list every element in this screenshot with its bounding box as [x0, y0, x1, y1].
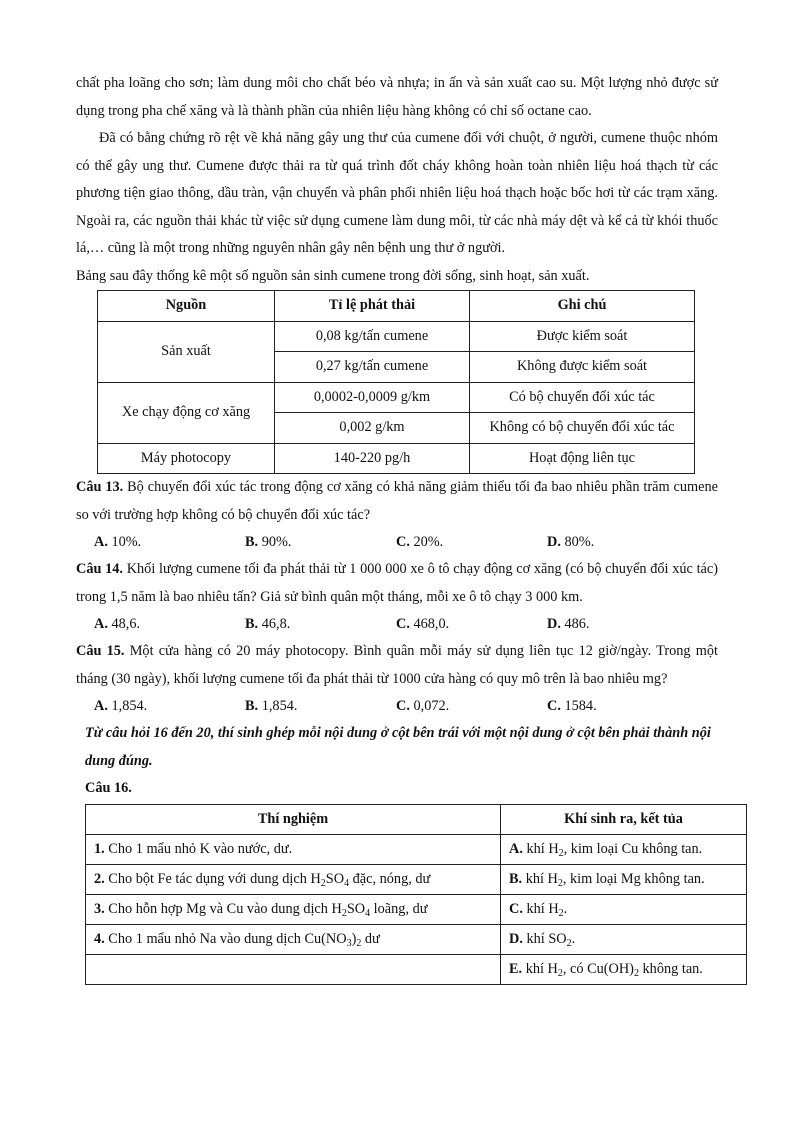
option-d[interactable]: D. 486.	[547, 616, 590, 632]
question-label: Câu 14.	[76, 561, 123, 577]
question-14-options	[76, 611, 718, 638]
question-14	[76, 556, 718, 611]
table-header: Nguồn	[98, 291, 275, 322]
option-a[interactable]: A. 48,6.	[94, 616, 141, 632]
experiment-1: 1. Cho 1 mẩu nhỏ K vào nước, dư.	[86, 835, 501, 865]
note-cell: Hoạt động liên tục	[470, 443, 695, 474]
question-label: Câu 13.	[76, 479, 124, 495]
option-b[interactable]: B. 1,854.	[245, 698, 298, 714]
table-header: Thí nghiệm	[86, 805, 501, 835]
note-cell: Không có bộ chuyển đổi xúc tác	[470, 413, 695, 444]
question-15-options	[76, 693, 718, 720]
table-header: Khí sinh ra, kết tủa	[501, 805, 747, 835]
rate-cell: 0,08 kg/tấn cumene	[275, 321, 470, 352]
intro-paragraph-2: Đã có bằng chứng rõ rệt về khả năng gây ung thư của cumene đối với chuột, ở người, cumene thuộc nhóm có thể gây ung thư. Cumene được thải ra từ quá trình đốt cháy không hoàn toàn nhiên liệu hoá thạch từ các phương tiện giao thông, dầu tràn, vận chuyển và phân phối nhiên liệu hoá thạch hoặc bốc hơi từ các trạm xăng. Ngoài ra, các nguồn thải khác từ việc sử dụng cumene làm dung môi, từ các nhà máy dệt và kể cả từ khói thuốc lá,… cũng là một trong những nguyên nhân gây nên bệnh ung thư ở người.	[76, 130, 718, 256]
note-cell: Có bộ chuyển đổi xúc tác	[470, 382, 695, 413]
option-d[interactable]: C. 1584.	[547, 698, 597, 714]
option-c[interactable]: C. 0,072.	[396, 698, 450, 714]
option-d[interactable]: D. 80%.	[547, 534, 595, 550]
table-header: Tỉ lệ phát thải	[275, 291, 470, 322]
experiment-4: 4. Cho 1 mẩu nhỏ Na vào dung dịch $Cu(NO_3)_2$ dư	[86, 925, 501, 955]
source-cell: Xe chạy động cơ xăng	[98, 382, 275, 443]
option-a[interactable]: A. 1,854.	[94, 698, 148, 714]
result-c: C. khí $H_2$.	[501, 895, 747, 925]
experiment-empty	[86, 955, 501, 985]
question-label: Câu 15.	[76, 643, 125, 659]
rate-cell: 0,27 kg/tấn cumene	[275, 352, 470, 383]
option-c[interactable]: C. 468,0.	[396, 616, 450, 632]
matching-instruction: Từ câu hỏi 16 đến 20, thí sinh ghép mỗi nội dung ở cột bên trái với một nội dung ở cột bên phải thành nội dung đúng.	[85, 725, 711, 769]
question-13-options	[76, 529, 718, 556]
result-e: E. khí $H_2$, có $Cu(OH)_2$ không tan.	[501, 955, 747, 985]
source-cell: Máy photocopy	[98, 443, 275, 474]
rate-cell: 0,002 g/km	[275, 413, 470, 444]
intro-paragraph-3: Bảng sau đây thống kê một số nguồn sản sinh cumene trong đời sống, sinh hoạt, sản xuất.	[76, 267, 590, 284]
option-c[interactable]: C. 20%.	[396, 534, 444, 550]
experiment-3: 3. Cho hỗn hợp Mg và Cu vào dung dịch $H_2SO_4$ loãng, dư	[86, 895, 501, 925]
note-cell: Được kiểm soát	[470, 321, 695, 352]
document-page	[76, 70, 718, 985]
note-cell: Không được kiểm soát	[470, 352, 695, 383]
rate-cell: 140-220 pg/h	[275, 443, 470, 474]
option-b[interactable]: B. 46,8.	[245, 616, 291, 632]
question-text: Một cửa hàng có 20 máy photocopy. Bình quân mỗi máy sử dụng liên tục 12 giờ/ngày. Trong một tháng (30 ngày), khối lượng cumene tối đa phát thải từ 1000 cửa hàng có quy mô trên là bao nhiêu mg?	[76, 643, 719, 687]
question-text: Khối lượng cumene tối đa phát thải từ 1 000 000 xe ô tô chạy động cơ xăng (có bộ chuyển đổi xúc tác) trong 1,5 năm là bao nhiêu tấn? Giả sử bình quân một tháng, mỗi xe ô tô chạy 3 000 km.	[76, 561, 718, 605]
question-text: Bộ chuyển đổi xúc tác trong động cơ xăng có khả năng giảm thiểu tối đa bao nhiêu phần trăm cumene so với trường hợp không có bộ chuyển đổi xúc tác?	[76, 479, 718, 523]
option-a[interactable]: A. 10%.	[94, 534, 142, 550]
question-15	[76, 638, 718, 693]
result-b: B. khí $H_2$, kim loại Mg không tan.	[501, 865, 747, 895]
question-16-label: Câu 16.	[85, 780, 132, 796]
table-header: Ghi chú	[470, 291, 695, 322]
result-a: A. khí $H_2$, kim loại Cu không tan.	[501, 835, 747, 865]
cumene-sources-table	[97, 290, 695, 474]
rate-cell: 0,0002-0,0009 g/km	[275, 382, 470, 413]
option-b[interactable]: B. 90%.	[245, 534, 292, 550]
source-cell: Sản xuất	[98, 321, 275, 382]
experiment-2: 2. Cho bột Fe tác dụng với dung dịch $H_2SO_4$ đặc, nóng, dư	[86, 865, 501, 895]
result-d: D. khí $SO_2$.	[501, 925, 747, 955]
matching-table	[85, 804, 747, 985]
intro-paragraph-1: chất pha loãng cho sơn; làm dung môi cho chất béo và nhựa; in ấn và sản xuất cao su. Một lượng nhỏ được sử dụng trong pha chế xăng và là thành phần của nhiên liệu hàng không có chỉ số octane cao.	[76, 75, 718, 119]
question-13	[76, 474, 718, 529]
